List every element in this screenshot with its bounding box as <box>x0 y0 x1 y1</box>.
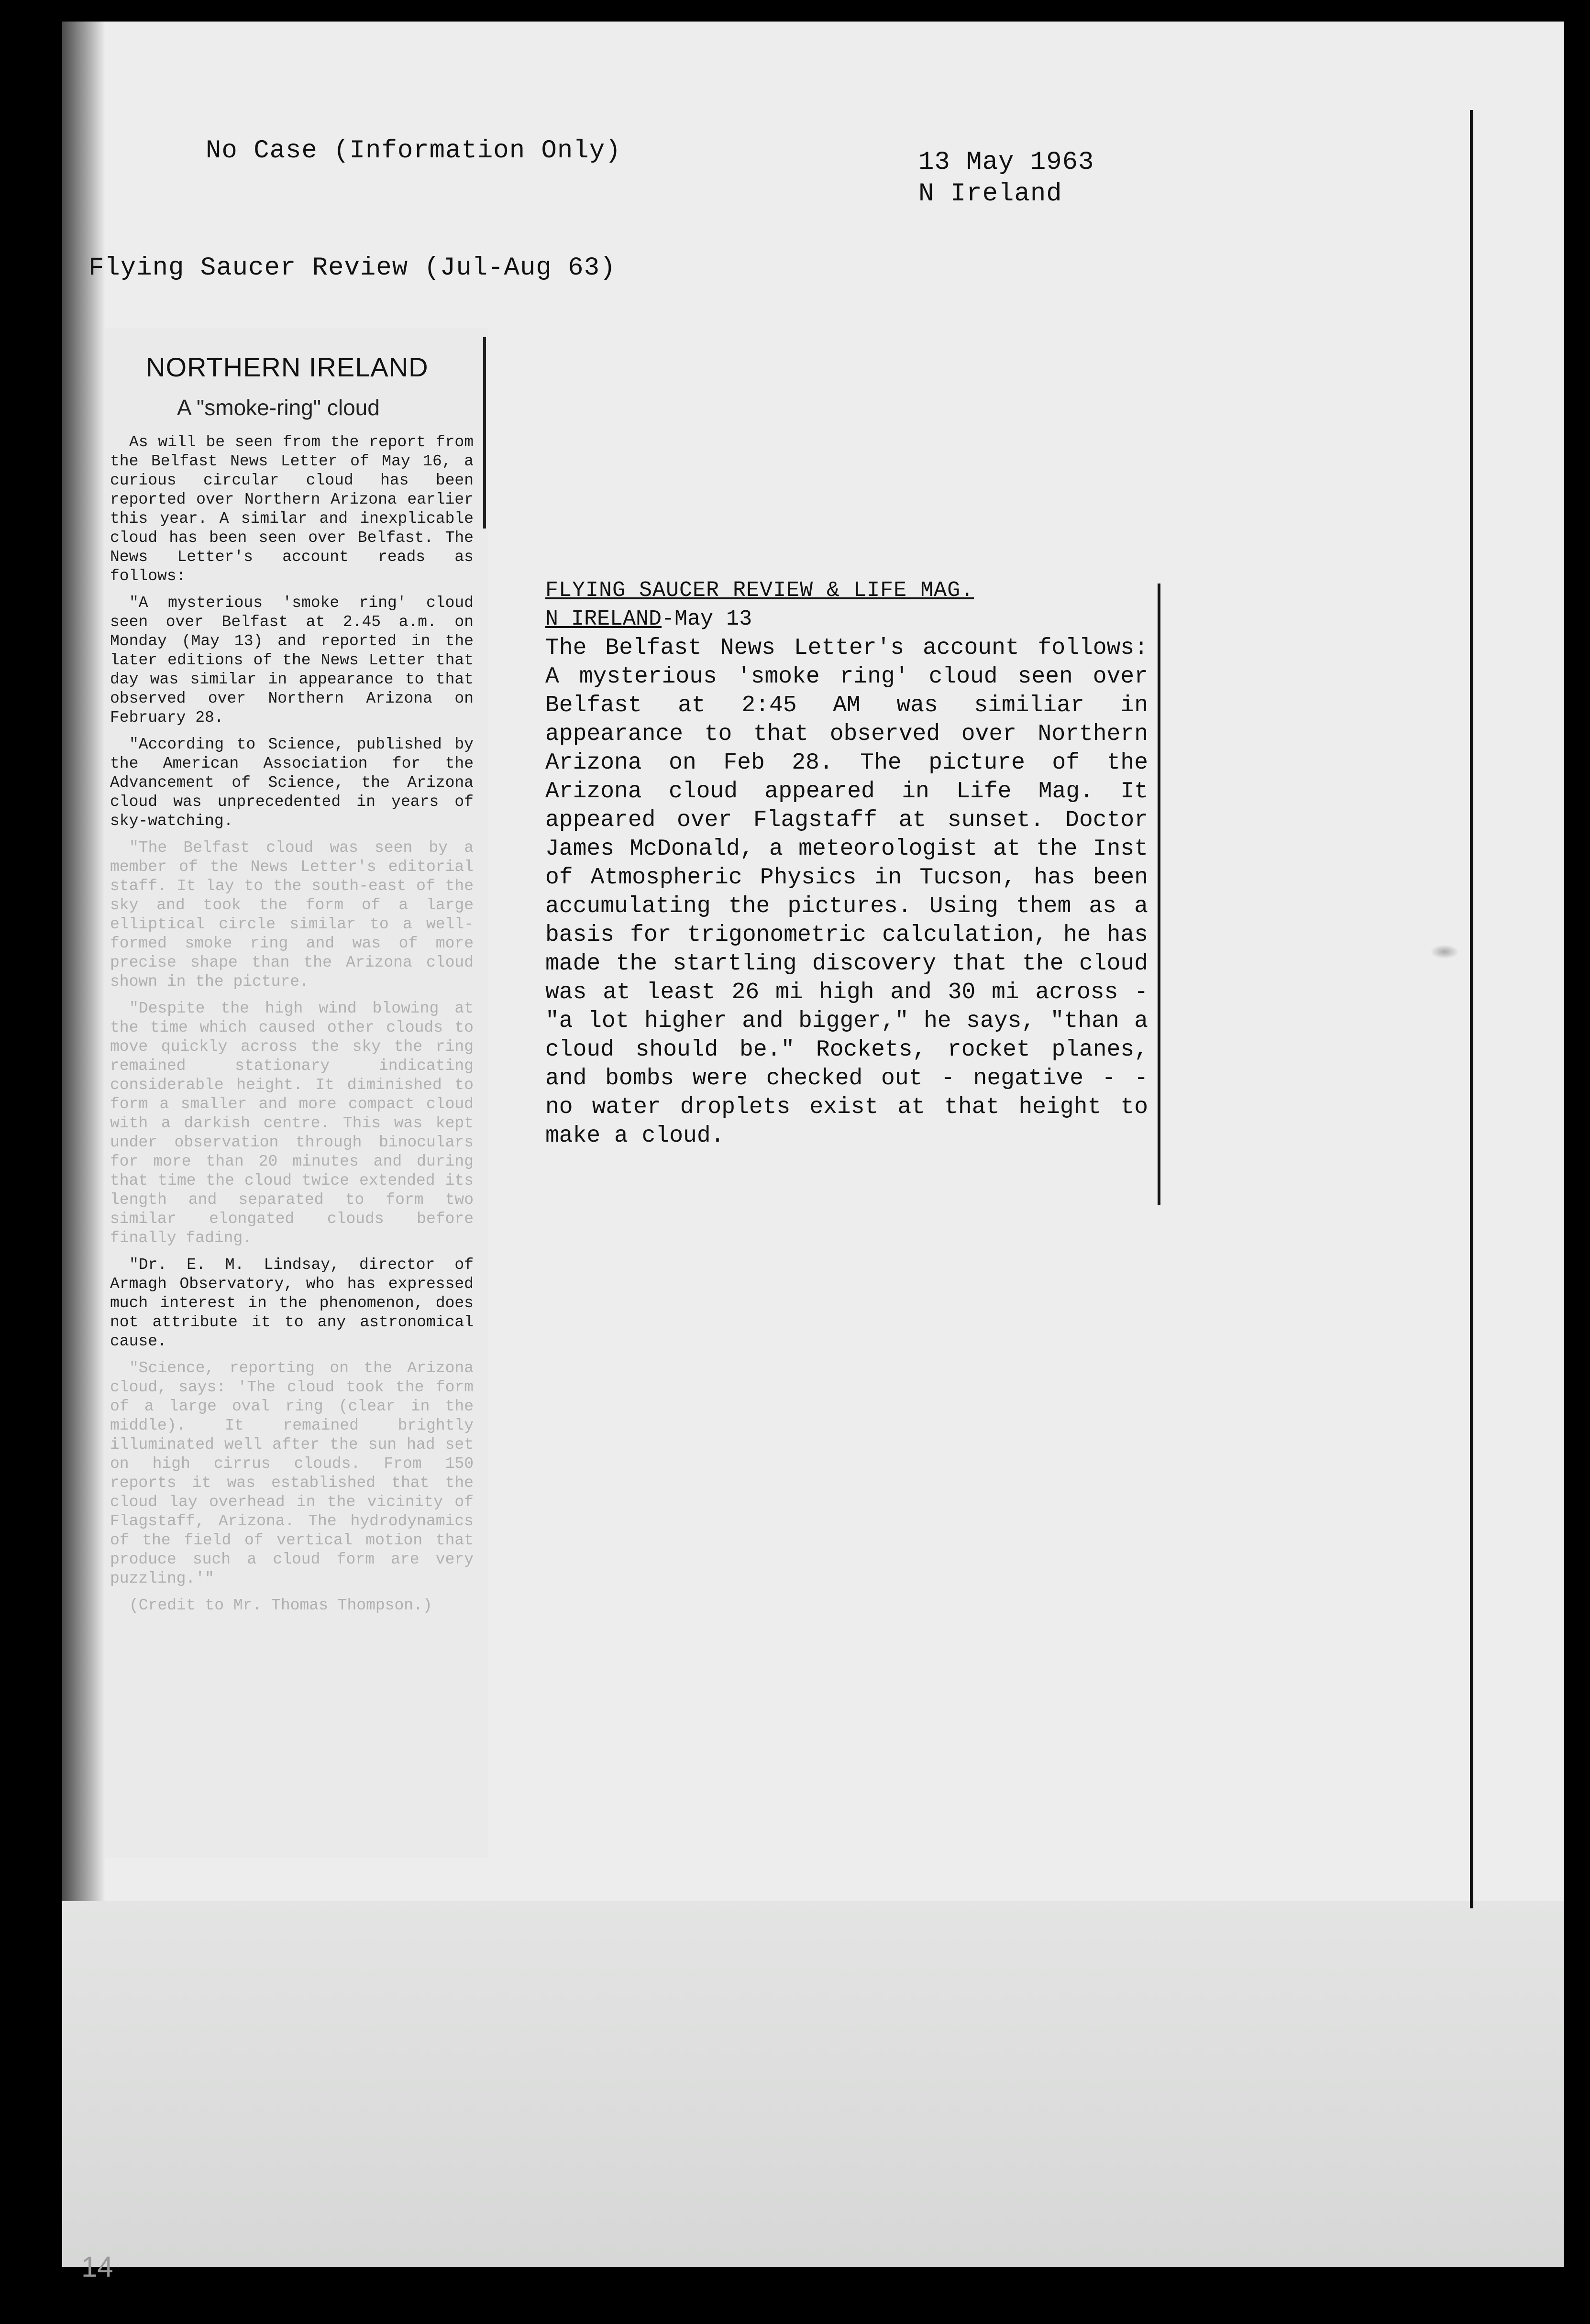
clipping-paragraph: (Credit to Mr. Thomas Thompson.) <box>129 1597 432 1614</box>
report-location: N Ireland <box>918 179 1062 209</box>
clipping-paragraph: "Despite the high wind blowing at the time which caused other clouds to move quickly across the sky the ring remained stationary indicating considerable height. It diminished to form a smaller and more compact cloud with a darkish centre. This was kept under observation through binoculars for more than 20 minutes and during that time the cloud twice extended its length and separated to form two similar elongated clouds before finally fading. <box>110 1000 474 1247</box>
source-line: Flying Saucer Review (Jul-Aug 63) <box>88 253 616 283</box>
clipping-subhead: A "smoke-ring" cloud <box>177 395 380 420</box>
clipping-paragraph: As will be seen from the report from the Belfast News Letter of May 16, a curious circular cloud has been reported over Northern Arizona earlier this year. A similar and inexplicable cloud has been seen over Belfast. The News Letter's account reads as follows: <box>110 433 474 585</box>
case-label: No Case (Information Only) <box>206 136 621 165</box>
film-edge-shadow <box>62 22 105 1925</box>
lower-margin <box>62 1901 1564 2267</box>
clipping-headline: NORTHERN IRELAND <box>146 352 429 382</box>
clipping-edge <box>483 337 486 529</box>
right-border-rule <box>1470 110 1473 1908</box>
smudge-mark <box>1430 945 1459 959</box>
document-sheet <box>62 22 1564 2283</box>
review-date: -May 13 <box>662 607 752 631</box>
review-subtitle <box>545 605 1148 634</box>
review-body: The Belfast News Letter's account follows: A mysterious 'smoke ring' cloud seen over Belfast at 2:45 AM was similiar in appearance to that observed over Northern Arizona on Feb 28. The picture of the Arizona cloud appeared in Life Mag. It appeared over Flagstaff at sunset. Doctor James McDonald, a meteorologist at the Inst of Atmospheric Physics in Tucson, has been accumulating the pictures. Using them as a basis for trigonometric calculation, he has made the startling discovery that the cloud was at least 26 mi high and 30 mi across - "a lot higher and bigger," he says, "than a cloud should be." Rockets, rocket planes, and bombs were checked out - negative - - no water droplets exist at that height to make a cloud. <box>545 635 1148 1149</box>
review-summary <box>545 576 1148 1150</box>
review-margin-bar <box>1158 584 1160 1205</box>
corner-number: 14 <box>81 2251 113 2283</box>
date-location <box>918 147 1094 210</box>
clipping-paragraph: "A mysterious 'smoke ring' cloud seen over Belfast at 2.45 a.m. on Monday (May 13) and reported in the later editions of the News Letter that day was similar in appearance to that observed over Northern Arizona on February 28. <box>110 594 474 727</box>
clipping-paragraph: "Science, reporting on the Arizona cloud, says: 'The cloud took the form of a large oval ring (clear in the middle). It remained brightly illuminated well after the sun had set on high cirrus clouds. From 150 reports it was established that the cloud lay overhead in the vicinity of Flagstaff, Arizona. The hydrodynamics of the field of vertical motion that produce such a cloud form are very puzzling.'" <box>110 1359 474 1587</box>
report-date: 13 May 1963 <box>918 148 1094 177</box>
clipping-paragraph: "According to Science, published by the American Association for the Advancement of Science, the Arizona cloud was unprecedented in years of sky-watching. <box>110 736 474 830</box>
clipping-paragraph: "The Belfast cloud was seen by a member of the News Letter's editorial staff. It lay to the south-east of the sky and took the form of a large elliptical circle similar to a well-formed smoke ring and was of more precise shape than the Arizona cloud shown in the picture. <box>110 839 474 991</box>
review-place: N IRELAND <box>545 607 662 631</box>
clipping-paragraph: "Dr. E. M. Lindsay, director of Armagh Observatory, who has expressed much interest in the phenomenon, does not attribute it to any astronomical cause. <box>110 1256 474 1350</box>
review-title: FLYING SAUCER REVIEW & LIFE MAG. <box>545 578 974 603</box>
clipping-body <box>110 433 474 1623</box>
